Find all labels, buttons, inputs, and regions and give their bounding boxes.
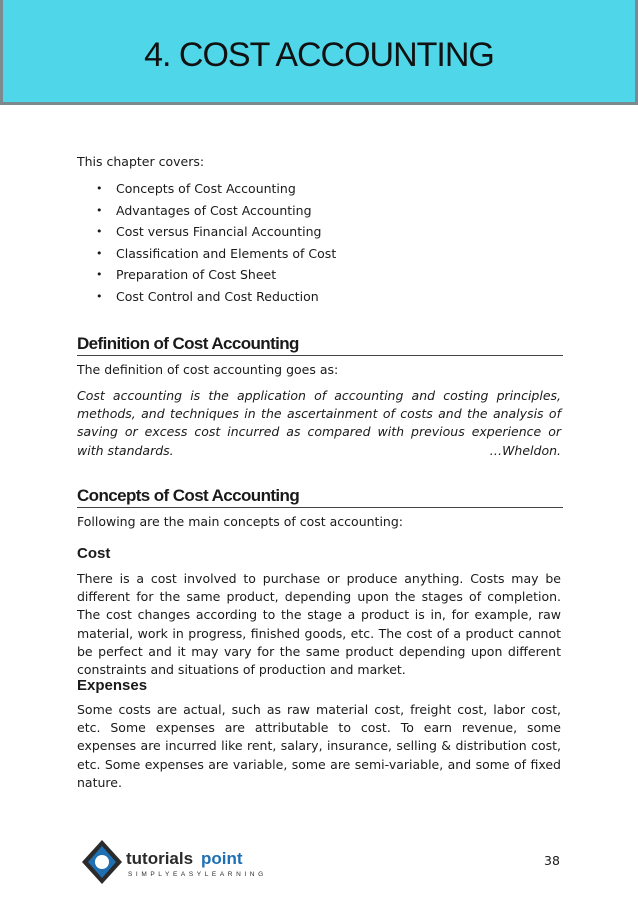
- tutorialspoint-logo: [78, 838, 278, 886]
- bullet-icon: •: [96, 246, 103, 260]
- list-item: [96, 264, 336, 286]
- chapter-topics-list: [96, 178, 336, 308]
- list-item: [96, 243, 336, 265]
- list-item-label: Advantages of Cost Accounting: [116, 202, 312, 218]
- list-item-label: Concepts of Cost Accounting: [116, 181, 296, 196]
- bullet-icon: •: [96, 182, 103, 195]
- expenses-paragraph: Some costs are actual, such as raw material cost, freight cost, labor cost, etc. Some expenses are attributable to cost. To earn revenue, some expenses are incurred like rent, salary, insurance, selling & distribution cost, etc. Some expenses are variable, some are semi-variable, and some of fixed nature.: [77, 702, 561, 790]
- bullet-icon: •: [96, 289, 103, 303]
- logo-word-a: tutorials: [126, 849, 194, 868]
- bullet-icon: •: [96, 203, 103, 217]
- concepts-heading: Concepts of Cost Accounting: [77, 486, 563, 508]
- list-item: [96, 178, 336, 200]
- logo-icon: [78, 838, 278, 886]
- cost-paragraph: There is a cost involved to purchase or produce anything. Costs may be different for the same product, depending upon the stages of completion. The cost changes according to the stage a product is in, for example, raw material, work in progress, finished goods, etc. The cost of a product cannot be perfect and it may vary for the same product depending upon different constraints and situations of production and market.: [77, 571, 561, 678]
- definition-lead: The definition of cost accounting goes as:: [77, 362, 339, 377]
- definition-attribution: …Wheldon.: [489, 443, 561, 458]
- intro-lead: This chapter covers:: [77, 154, 205, 169]
- cost-heading: Cost: [77, 545, 111, 562]
- definition-quote: Cost accounting is the application of accounting and costing principles, methods, and techniques in the ascertainment of costs and the analysis of saving or excess cost incurred as compared with previous experience or with standards.: [77, 388, 561, 458]
- logo-word-b: point: [201, 849, 243, 868]
- page-number: 38: [544, 853, 560, 868]
- list-item-label: Cost versus Financial Accounting: [116, 224, 322, 240]
- bullet-icon: •: [96, 225, 103, 239]
- list-item-label: Preparation of Cost Sheet: [116, 267, 277, 283]
- bullet-icon: •: [96, 268, 103, 282]
- list-item-label: Cost Control and Cost Reduction: [116, 288, 319, 304]
- chapter-banner: [0, 0, 638, 105]
- list-item-label: Classification and Elements of Cost: [116, 245, 337, 261]
- logo-tagline: SIMPLYEASYLEARNING: [128, 871, 267, 878]
- list-item: [96, 200, 336, 222]
- list-item: [96, 221, 336, 243]
- concepts-lead: Following are the main concepts of cost accounting:: [77, 514, 403, 529]
- list-item: [96, 286, 336, 308]
- chapter-title: 4. COST ACCOUNTING: [144, 36, 494, 74]
- expenses-heading: Expenses: [77, 677, 148, 694]
- definition-heading: Definition of Cost Accounting: [77, 334, 563, 356]
- logo-center: [95, 855, 109, 869]
